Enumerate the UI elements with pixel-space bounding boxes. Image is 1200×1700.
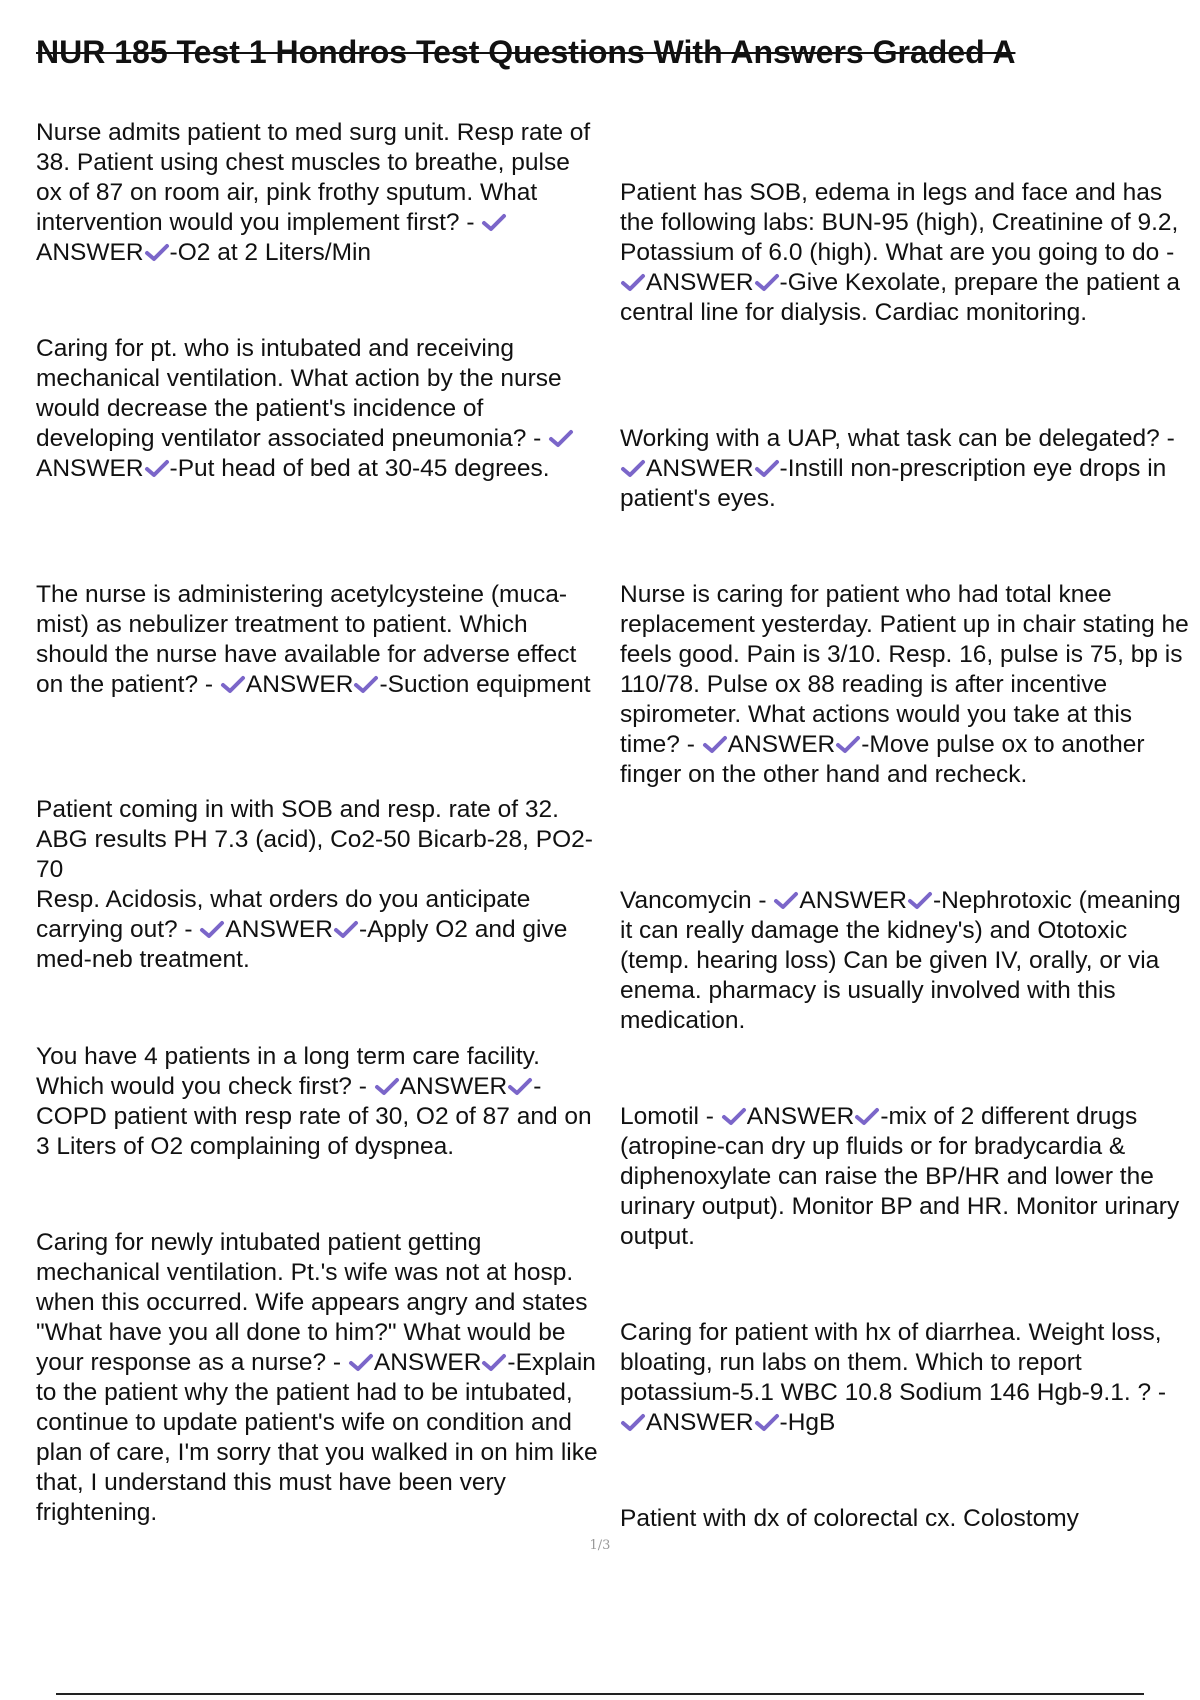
qa-item — [620, 886, 1190, 1036]
qa-item — [620, 424, 1190, 514]
check-mark-icon — [754, 272, 780, 292]
answer-text: -O2 at 2 Liters/Min — [169, 239, 372, 266]
answer-text: -Move pulse ox to another finger on the other hand and recheck. — [620, 731, 1145, 788]
answer-text: -Nephrotoxic (meaning it can really damage the kidney's) and Ototoxic (temp. hearing loss) Can be given IV, orally, or via enema. pharmacy is usually involved with this medication. — [620, 887, 1181, 1034]
check-mark-icon — [144, 242, 170, 262]
check-mark-icon — [620, 272, 646, 292]
check-mark-icon — [374, 1076, 400, 1096]
question-text: Vancomycin - — [620, 887, 767, 914]
check-mark-icon — [481, 212, 507, 232]
check-mark-icon — [144, 458, 170, 478]
answer-text: -Apply O2 and give med-neb treatment. — [36, 916, 568, 973]
question-text: Patient has SOB, edema in legs and face and has the following labs: BUN-95 (high), Creatinine of 9.2, Potassium of 6.0 (high). What are you going to do - — [620, 179, 1179, 266]
qa-item — [620, 1504, 1190, 1534]
check-mark-icon — [507, 1076, 533, 1096]
question-text: You have 4 patients in a long term care facility. Which would you check first? - — [36, 1043, 540, 1100]
question-text: Patient with dx of colorectal cx. Colostomy — [620, 1505, 1079, 1532]
answer-label: ANSWER — [799, 887, 907, 914]
question-text: Working with a UAP, what task can be delegated? - — [620, 425, 1175, 452]
answer-label: ANSWER — [746, 1103, 855, 1130]
qa-item — [620, 178, 1190, 328]
check-mark-icon — [220, 674, 246, 694]
check-mark-icon — [754, 458, 780, 478]
answer-label: ANSWER — [373, 1349, 482, 1376]
answer-text: -Explain to the patient why the patient had to be intubated, continue to update patient's wife on condition and plan of care, I'm sorry that you walked in on him like that, I understand this must have been very frightening. — [36, 1349, 598, 1526]
question-text: Nurse is caring for patient who had total knee replacement yesterday. Patient up in chair stating he feels good. Pain is 3/10. Resp. 16, pulse is 75, bp is 110/78. Pulse ox 88 reading is after incentive spirometer. What actions would you take at this time? - — [620, 581, 1189, 758]
answer-text: -Instill non-prescription eye drops in patient's eyes. — [620, 455, 1167, 512]
qa-item — [36, 1228, 601, 1528]
qa-item — [620, 1318, 1190, 1438]
answer-label: ANSWER — [245, 671, 354, 698]
answer-text: -Put head of bed at 30-45 degrees. — [169, 455, 550, 482]
check-mark-icon — [199, 919, 225, 939]
check-mark-icon — [353, 674, 379, 694]
answer-label: ANSWER — [36, 239, 144, 266]
question-text: Caring for patient with hx of diarrhea. Weight loss, bloating, run labs on them. Which to report potassium-5.1 WBC 10.8 Sodium 146 Hgb-9.1. ? - — [620, 1319, 1167, 1406]
check-mark-icon — [333, 919, 359, 939]
check-mark-icon — [835, 734, 861, 754]
question-text: Nurse admits patient to med surg unit. Resp rate of 38. Patient using chest muscles to breathe, pulse ox of 87 on room air, pink frothy sputum. What intervention would you implement first? - — [36, 119, 591, 236]
answer-text: -mix of 2 different drugs (atropine-can dry up fluids or for bradycardia & diphenoxylate can raise the BP/HR and lower the urinary output). Monitor BP and HR. Monitor urinary output. — [620, 1103, 1180, 1250]
qa-item — [620, 1102, 1190, 1252]
qa-item — [36, 334, 601, 484]
answer-label: ANSWER — [646, 1409, 754, 1436]
qa-item — [36, 580, 601, 700]
qa-item — [36, 795, 601, 975]
check-mark-icon — [907, 890, 933, 910]
check-mark-icon — [348, 1352, 374, 1372]
answer-label: ANSWER — [727, 731, 836, 758]
check-mark-icon — [754, 1412, 780, 1432]
check-mark-icon — [721, 1106, 747, 1126]
check-mark-icon — [548, 428, 574, 448]
check-mark-icon — [620, 1412, 646, 1432]
footer-rule — [56, 1693, 1144, 1695]
answer-text: -COPD patient with resp rate of 30, O2 of 87 and on 3 Liters of O2 complaining of dyspnea. — [36, 1073, 592, 1160]
answer-text: -Suction equipment — [379, 671, 591, 698]
check-mark-icon — [773, 890, 799, 910]
qa-item — [36, 1042, 601, 1162]
answer-label: ANSWER — [646, 269, 754, 296]
answer-text: -Give Kexolate, prepare the patient a central line for dialysis. Cardiac monitoring. — [620, 269, 1180, 326]
answer-label: ANSWER — [399, 1073, 508, 1100]
answer-label: ANSWER — [225, 916, 333, 943]
check-mark-icon — [854, 1106, 880, 1126]
question-text: The nurse is administering acetylcysteine (muca-mist) as nebulizer treatment to patient. Which should the nurse have available for adverse effect on the patient? - — [36, 581, 577, 698]
question-text: Patient coming in with SOB and resp. rate of 32. ABG results PH 7.3 (acid), Co2-50 Bicarb-28, PO2-70 Resp. Acidosis, what orders do you anticipate carrying out? - — [36, 796, 593, 943]
check-mark-icon — [481, 1352, 507, 1372]
answer-label: ANSWER — [36, 455, 144, 482]
answer-label: ANSWER — [646, 455, 754, 482]
check-mark-icon — [620, 458, 646, 478]
page-number: 1/3 — [589, 1538, 611, 1553]
qa-item — [36, 118, 601, 268]
qa-item — [620, 580, 1190, 790]
question-text: Caring for pt. who is intubated and receiving mechanical ventilation. What action by the nurse would decrease the patient's incidence of developing ventilator associated pneumonia? - — [36, 335, 562, 452]
document-title: NUR 185 Test 1 Hondros Test Questions With Answers Graded A — [36, 34, 1016, 70]
answer-text: -HgB — [779, 1409, 836, 1436]
question-text: Lomotil - — [620, 1103, 714, 1130]
question-text: Caring for newly intubated patient getting mechanical ventilation. Pt.'s wife was not at hosp. when this occurred. Wife appears angry and states "What have you all done to him?" What would be your response as a nurse? - — [36, 1229, 588, 1376]
check-mark-icon — [702, 734, 728, 754]
